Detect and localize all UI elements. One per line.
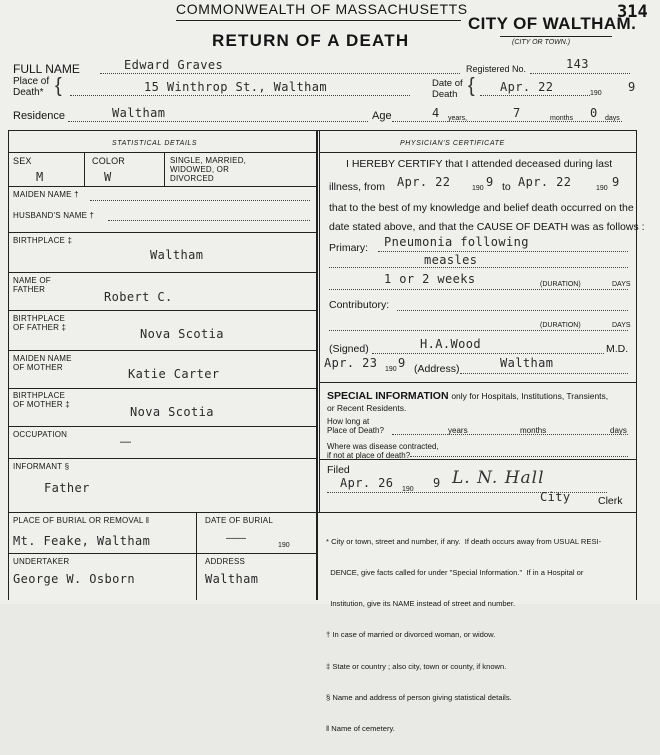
age-years-value: 4 bbox=[432, 106, 440, 120]
color-label: COLOR bbox=[92, 156, 126, 166]
color-value: W bbox=[104, 170, 112, 184]
birthplace-value: Waltham bbox=[150, 248, 204, 262]
marital-status-label: SINGLE, MARRIED, WIDOWED, OR DIVORCED bbox=[170, 156, 247, 183]
filed-city-value: City bbox=[540, 490, 571, 504]
primary-duration-days-label: DAYS bbox=[612, 281, 631, 288]
occupation-value: — bbox=[120, 436, 131, 448]
certify-line-3: that to the best of my knowledge and belief death occurred on the bbox=[329, 202, 634, 214]
mother-birthplace-label: BIRTHPLACE OF MOTHER ‡ bbox=[13, 391, 70, 409]
informant-value: Father bbox=[44, 481, 90, 495]
date-of-death-year: 9 bbox=[628, 80, 636, 94]
age-months-value: 7 bbox=[513, 106, 521, 120]
illness-from-year-prefix: 190 bbox=[472, 185, 484, 192]
sex-value: M bbox=[36, 170, 44, 184]
illness-from-date: Apr. 22 bbox=[397, 175, 451, 189]
footnote: † In case of married or divorced woman, or widow. bbox=[326, 630, 496, 640]
illness-to-year-prefix: 190 bbox=[596, 185, 608, 192]
footnote: Institution, give its NAME instead of street and number. bbox=[326, 599, 516, 609]
age-months-label: months bbox=[550, 115, 573, 122]
birthplace-label: BIRTHPLACE ‡ bbox=[13, 236, 73, 245]
primary-cause-label: Primary: bbox=[329, 242, 369, 254]
age-days-label: days bbox=[605, 115, 620, 122]
signed-date-value: Apr. 23 bbox=[324, 356, 378, 370]
illness-to-date: Apr. 22 bbox=[518, 175, 572, 189]
illness-from-label: illness, from bbox=[329, 181, 386, 193]
footnote: * City or town, street and number, if any. If death occurs away from USUAL RESI- bbox=[326, 536, 602, 546]
undertaker-label: UNDERTAKER bbox=[13, 557, 70, 566]
maiden-name-label: MAIDEN NAME † bbox=[13, 190, 79, 199]
city-subtitle: (CITY OR TOWN.) bbox=[512, 39, 571, 46]
mother-birthplace-value: Nova Scotia bbox=[130, 405, 214, 419]
footnote: ‖ Name of cemetery. bbox=[326, 724, 395, 734]
illness-from-year: 9 bbox=[486, 175, 494, 189]
physician-address-value: Waltham bbox=[500, 356, 554, 370]
special-information-heading: SPECIAL INFORMATION only for Hospitals, Institutions, Transients, bbox=[327, 390, 609, 402]
filed-year: 9 bbox=[433, 476, 441, 490]
record-number: 314 bbox=[617, 2, 648, 22]
age-label: Age bbox=[372, 110, 392, 122]
footnote: ‡ State or country ; also city, town or county, if known. bbox=[326, 661, 507, 671]
physician-address-label: (Address) bbox=[414, 363, 460, 375]
clerk-signature: L. N. Hall bbox=[452, 468, 545, 488]
commonwealth-heading: COMMONWEALTH OF MASSACHUSETTS bbox=[176, 1, 468, 17]
md-label: M.D. bbox=[606, 343, 629, 355]
burial-address-value: Waltham bbox=[205, 572, 259, 586]
residence-label: Residence bbox=[13, 110, 65, 122]
illness-to-label: to bbox=[502, 181, 511, 193]
certify-line-1: I HEREBY CERTIFY that I attended deceased during last bbox=[346, 158, 613, 170]
how-long-years-label: years bbox=[448, 426, 468, 435]
signed-label: (Signed) bbox=[329, 343, 369, 355]
disease-contracted-label: Where was disease contracted, if not at place of death? bbox=[327, 442, 439, 460]
primary-cause-line-2: measles bbox=[424, 253, 478, 267]
primary-duration-label: (DURATION) bbox=[540, 281, 581, 288]
how-long-days-label: days bbox=[610, 426, 627, 435]
sex-label: SEX bbox=[13, 156, 32, 166]
contributory-cause-label: Contributory: bbox=[329, 299, 390, 311]
signed-year: 9 bbox=[398, 356, 406, 370]
footnote: DENCE, give facts called for under "Special Information." If in a Hospital or bbox=[326, 568, 584, 578]
age-days-value: 0 bbox=[590, 106, 598, 120]
physicians-certificate-heading: PHYSICIAN'S CERTIFICATE bbox=[400, 140, 505, 147]
how-long-months-label: months bbox=[520, 426, 547, 435]
father-name-value: Robert C. bbox=[104, 290, 173, 304]
date-of-death-value: Apr. 22 bbox=[500, 80, 554, 94]
filed-year-prefix: 190 bbox=[402, 486, 414, 493]
burial-place-value: Mt. Feake, Waltham bbox=[13, 534, 151, 548]
father-name-label: NAME OF FATHER bbox=[13, 276, 51, 294]
primary-duration-value: 1 or 2 weeks bbox=[384, 272, 476, 286]
how-long-label: How long at Place of Death? bbox=[327, 417, 384, 435]
informant-label: INFORMANT § bbox=[13, 462, 70, 471]
footnote: § Name and address of person giving statistical details. bbox=[326, 692, 512, 702]
full-name-label: FULL NAME bbox=[13, 62, 80, 76]
filed-label: Filed bbox=[327, 464, 350, 476]
place-of-death-value: 15 Winthrop St., Waltham bbox=[144, 80, 327, 94]
husbands-name-label: HUSBAND'S NAME † bbox=[13, 211, 95, 220]
place-of-death-label: Place of Death* bbox=[13, 76, 50, 98]
signed-year-prefix: 190 bbox=[385, 366, 397, 373]
death-record-form: COMMONWEALTH OF MASSACHUSETTS RETURN OF A DEATH CITY OF WALTHAM. 314 (CITY OR TOWN.) FULL NAME Edward Graves Registered No. 143 Place of Death* { 15 Winthrop St., Waltham Date of Death { Apr. 22 190 9 Residence Waltham Age 4 years, 7 months 0 days STATISTICAL DETAILS SEX M COLOR W SINGLE, MARRIED, WIDOWED, OR DIVORCED MAIDEN NAME † HUSBAND'S NAME † BIRTHPLACE ‡ Waltham NAME OF FATHER Robert C. BIRTHPLACE OF FATHER ‡ Nova Scotia MAIDEN NAME OF MOTHER Katie Carter BIRTHPLACE OF MOTHER ‡ Nova Scotia OCCUPATION — INFORMANT § Father PLACE OF BURIAL OR REMOVAL ‖ Mt. Feake, Waltham DATE OF BURIAL —— 190 UNDERTAKER George W. Osborn ADDRESS Waltham PHYSICIAN'S CERTIFICATE I HEREBY CERTIFY that I attended deceased during last illness, from Apr. 22 190 9 to Apr. 22 190 9 that to the best of my knowledge and belief death occurred on the date stated above, and that the CAUSE OF DEATH was as follows : Primary: Pneumonia following measles 1 or 2 weeks (DURATION) DAYS Contributory: (DURATION) DAYS (Signed) H.A.Wood M.D. Apr. 23 190 9 (Address) Waltham SPECIAL INFORMATION only for Hospitals, Institutions, Transients, or Recent Residents. How long at Place of Death? years months days Where was disease contracted, if not at place of death? Filed Apr. 26 190 9 L. N. Hall City Clerk * City or town, street and number, if any. If death occurs away from USUAL RESI- DENCE, give facts called for under "Special Information." If in a Hospital or Institution, give its NAME instead of street and number. † In case of married or divorced woman, or widow. ‡ State or country ; also city, town or county, if known. § Name and address of person giving statistical details. ‖ Name of cemetery. bbox=[0, 0, 660, 604]
burial-date-value: —— bbox=[226, 533, 246, 544]
footnotes bbox=[326, 516, 601, 755]
burial-address-label: ADDRESS bbox=[205, 557, 246, 566]
father-birthplace-label: BIRTHPLACE OF FATHER ‡ bbox=[13, 314, 67, 332]
physician-signature: H.A.Wood bbox=[420, 337, 481, 351]
occupation-label: OCCUPATION bbox=[13, 430, 68, 439]
father-birthplace-value: Nova Scotia bbox=[140, 327, 224, 341]
clerk-label: Clerk bbox=[598, 495, 623, 507]
special-information-subheading: or Recent Residents. bbox=[327, 403, 407, 413]
form-title: RETURN OF A DEATH bbox=[212, 31, 410, 50]
filed-date-value: Apr. 26 bbox=[340, 476, 394, 490]
statistical-details-heading: STATISTICAL DETAILS bbox=[112, 140, 198, 147]
date-of-death-label: Date of Death bbox=[432, 78, 463, 100]
illness-to-year: 9 bbox=[612, 175, 620, 189]
mother-maiden-name-value: Katie Carter bbox=[128, 367, 220, 381]
residence-value: Waltham bbox=[112, 106, 166, 120]
registered-no-value: 143 bbox=[566, 57, 589, 71]
age-years-label: years, bbox=[448, 115, 468, 122]
registered-no-label: Registered No. bbox=[466, 64, 527, 74]
city-heading: CITY OF WALTHAM. bbox=[468, 14, 637, 33]
certify-line-4: date stated above, and that the CAUSE OF DEATH was as follows : bbox=[329, 221, 645, 233]
burial-date-label: DATE OF BURIAL bbox=[205, 516, 273, 525]
primary-cause-line-1: Pneumonia following bbox=[384, 235, 529, 249]
undertaker-value: George W. Osborn bbox=[13, 572, 135, 586]
mother-maiden-name-label: MAIDEN NAME OF MOTHER bbox=[13, 354, 72, 372]
burial-place-label: PLACE OF BURIAL OR REMOVAL ‖ bbox=[13, 516, 150, 525]
full-name-value: Edward Graves bbox=[124, 58, 224, 72]
contributory-duration-label: (DURATION) bbox=[540, 322, 581, 329]
date-of-death-year-prefix: 190 bbox=[590, 90, 602, 97]
contributory-duration-days-label: DAYS bbox=[612, 322, 631, 329]
burial-date-year: 190 bbox=[278, 542, 290, 549]
